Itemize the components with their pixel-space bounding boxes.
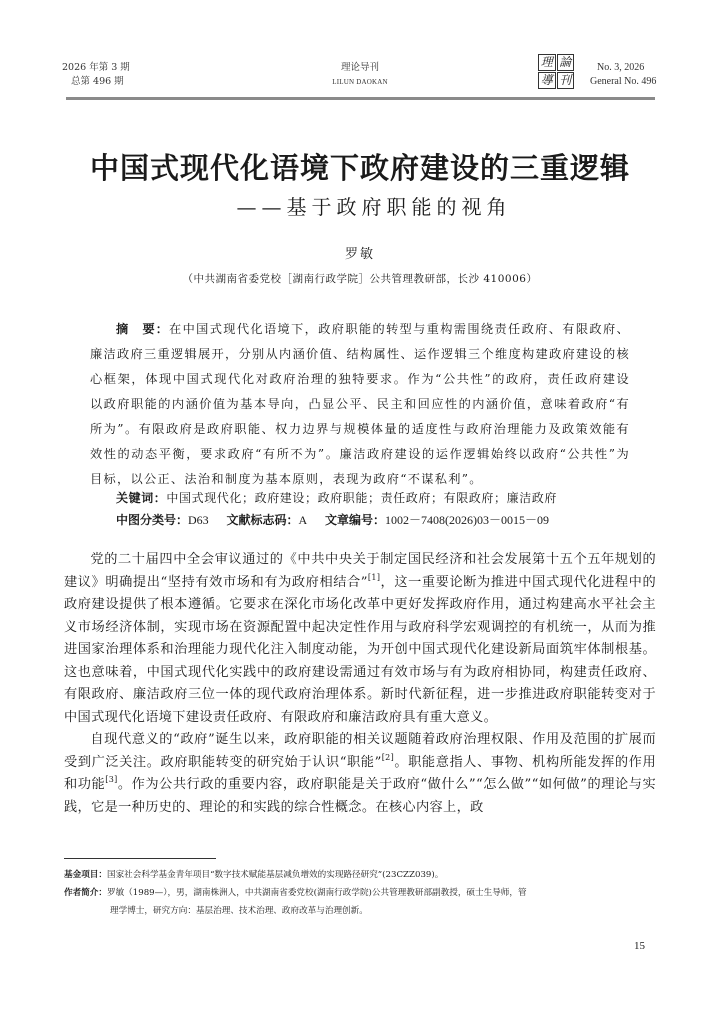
header-rule: [66, 97, 655, 100]
paragraph: [64, 549, 656, 729]
author-bio-text-cont: 理学博士，研究方向：基层治理、技术治理、政府改革与治理创新。: [110, 906, 368, 916]
fund-text: 国家社会科学基金青年项目“数字技术赋能基层减负增效的实现路径研究”(23CZZ039)。: [106, 870, 444, 880]
fund-label: 基金项目：: [64, 870, 107, 880]
citation-ref[interactable]: [1]: [367, 572, 381, 582]
logo-char: 論: [557, 54, 575, 71]
article-title: 中国式现代化语境下政府建设的三重逻辑: [89, 151, 630, 185]
logo-char: 刊: [557, 72, 575, 89]
article-no-label: 文章编号：: [325, 513, 386, 527]
fund-note: [64, 866, 656, 884]
citation-ref[interactable]: [2]: [381, 752, 395, 762]
issue-en: No. 3, 2026: [597, 62, 645, 73]
text-run: 自现代意义的“政府”诞生以来，政府职能的相关议题随着政府治理权限、作用及范围的扩展而受到广泛关注。政府职能转变的研究始于认识“职能”: [64, 732, 656, 770]
abstract-text: 在中国式现代化语境下，政府职能的转型与重构需围绕责任政府、有限政府、廉洁政府三重逻辑展开，分别从内涵价值、结构属性、运作逻辑三个维度构建政府建设的核心框架，体现中国式现代化对政府治理的独特要求。作为“公共性”的政府，责任政府建设以政府职能的内涵价值为基本导向，凸显公平、民主和回应性的内涵价值，意味着政府“有所为”。有限政府是政府职能、权力边界与规模体量的适度性与政府治理能力及政策效能有效性的动态平衡，要求政府“有所不为”。廉洁政府建设的运作逻辑始终以政府“公共性”为目标，以公正、法治和制度为基本原则，表现为政府“不谋私利”。: [90, 322, 631, 486]
logo-char: 理: [538, 54, 556, 71]
page-number: 15: [634, 940, 645, 952]
text-run: 。职能意指人、事物、机构所能发挥的作用和功能: [64, 754, 656, 792]
footnote-rule: [64, 858, 216, 859]
article-subtitle: ——基于政府职能的视角: [236, 195, 512, 219]
author-bio-label: 作者简介：: [64, 888, 107, 898]
footnotes: [64, 866, 656, 920]
author-bio-text: 罗敏（1989—），男，湖南株洲人，中共湖南省委党校(湖南行政学院)公共管理教研部副教授，硕士生导师，管: [106, 888, 527, 898]
clc-value: D63: [188, 513, 209, 527]
article-no-value: 1002－7408(2026)03－0015－09: [385, 513, 550, 527]
text-run: 党的二十届四中全会审议通过的《中共中央关于制定国民经济和社会发展第十五个五年规划的建议》明确提出“坚持有效市场和有为政府相结合”: [64, 552, 656, 590]
keywords-text: 中国式现代化；政府建设；政府职能；责任政府；有限政府；廉洁政府: [166, 491, 558, 505]
author-affiliation: （中共湖南省委党校［湖南行政学院］公共管理教研部，长沙 410006）: [182, 273, 538, 285]
classification-line: [116, 509, 646, 531]
text-run: 。作为公共行政的重要内容，政府职能是关于政府“做什么”“怎么做”“如何做”的理论与实践，它是一种历史的、理论的和实践的综合性概念。在核心内容上，政: [64, 777, 656, 815]
logo-char: 導: [538, 72, 556, 89]
issue-line: 2026 年第 3 期: [62, 62, 130, 73]
total-issue-en: General No. 496: [590, 76, 657, 87]
paragraph: [64, 729, 656, 819]
text-run: ，这一重要论断为推进中国式现代化进程中的政府建设提供了根本遵循。它要求在深化市场化改革中更好发挥政府作用，通过构建高水平社会主义市场经济体制，实现市场在资源配置中起决定性作用与政府科学宏观调控的有机统一，从而为推进国家治理体系和治理能力现代化注入制度动能，为开创中国式现代化建设新局面筑牢体制根基。这也意味着，中国式现代化实践中的政府建设需通过有效市场与有为政府相协同，构建责任政府、有限政府、廉洁政府三位一体的现代政府治理体系。新时代新征程，进一步推进政府职能转变对于中国式现代化语境下建设责任政府、有限政府和廉洁政府具有重大意义。: [64, 574, 656, 725]
abstract: [90, 317, 630, 492]
issue-info-en: [590, 61, 656, 89]
keywords: [116, 487, 646, 509]
doc-code-label: 文献标志码：: [226, 513, 299, 527]
citation-ref[interactable]: [3]: [105, 775, 118, 784]
body-text: [64, 549, 656, 819]
journal-logo-icon: [538, 54, 574, 88]
author-note: [64, 884, 656, 920]
author-name: 罗敏: [344, 247, 375, 262]
abstract-label: 摘 要：: [116, 322, 170, 336]
journal-name: 理论导刊: [340, 62, 379, 73]
doc-code-value: A: [298, 513, 308, 527]
journal-name-pinyin: LILUN DAOKAN: [332, 78, 388, 86]
keywords-label: 关键词：: [116, 491, 167, 505]
total-issue-line: 总第 496 期: [71, 76, 124, 87]
clc-label: 中图分类号：: [116, 513, 189, 527]
